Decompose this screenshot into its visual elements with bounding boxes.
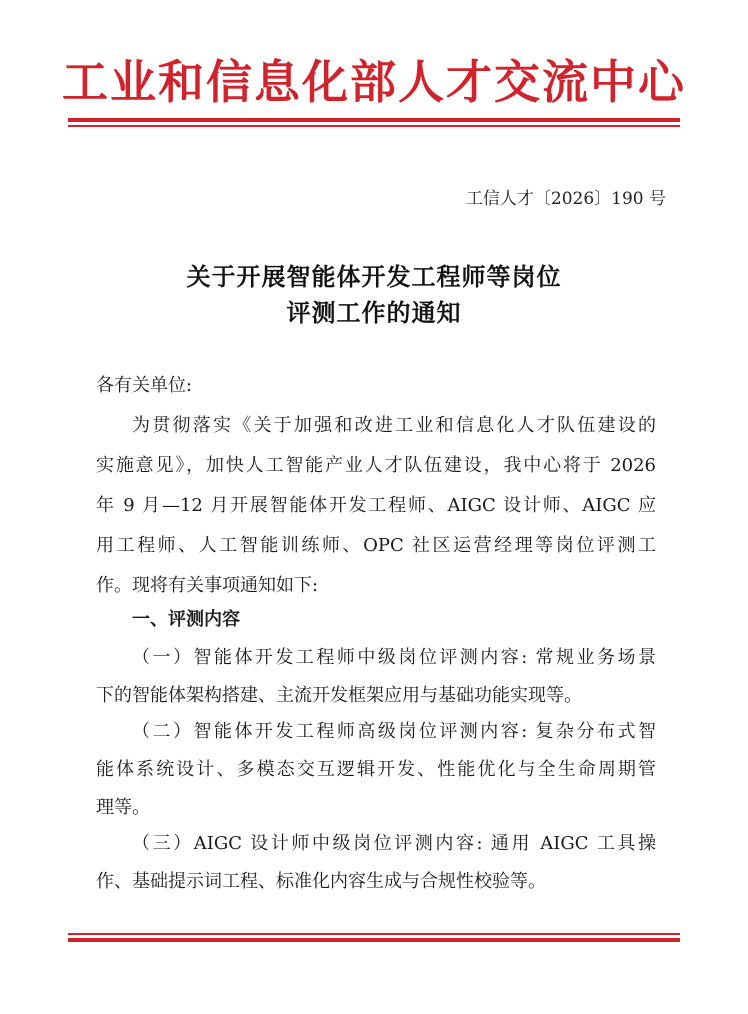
paragraph1-line: 为贯彻落实《关于加强和改进工业和信息化人才队伍建设的 [132,415,656,436]
document-title-line-2: 评测工作的通知 [286,299,462,327]
item3-line: （三）AIGC 设计师中级岗位评测内容: 通用 AIGC 工具操 [132,833,656,854]
paragraph1-line: 实施意见》，加快人工智能产业人才队伍建设，我中心将于 2026 [96,455,656,476]
item2-line: 能体系统设计、多模态交互逻辑开发、性能优化与全生命周期管 [96,759,656,780]
paragraph1-line: 年 9 月—12 月开展智能体开发工程师、AIGC 设计师、AIGC 应 [96,495,656,516]
item3-line: 作、基础提示词工程、标准化内容生成与合规性校验等。 [96,871,546,892]
item2-line: 理等。 [96,797,150,818]
organization-letterhead: 工业和信息化部人才交流中心 [62,55,686,109]
letterhead-rule-thin [68,125,680,127]
footer-rule-thick [68,938,680,942]
item2-line: （二）智能体开发工程师高级岗位评测内容: 复杂分布式智 [132,721,656,742]
item1-line: （一）智能体开发工程师中级岗位评测内容: 常规业务场景 [132,647,656,668]
section1-heading: 一、评测内容 [132,609,240,630]
footer-rule-thin [68,933,680,935]
paragraph1-line: 用工程师、人工智能训练师、OPC 社区运营经理等岗位评测工 [96,535,656,556]
item1-line: 下的智能体架构搭建、主流开发框架应用与基础功能实现等。 [96,685,582,706]
paragraph1-line: 作。现将有关事项通知如下: [96,575,319,596]
document-number: 工信人才〔2026〕190 号 [465,189,666,209]
document-title-line-1: 关于开展智能体开发工程师等岗位 [186,263,562,291]
letterhead-rule-thick [68,118,680,122]
salutation: 各有关单位: [96,375,193,396]
